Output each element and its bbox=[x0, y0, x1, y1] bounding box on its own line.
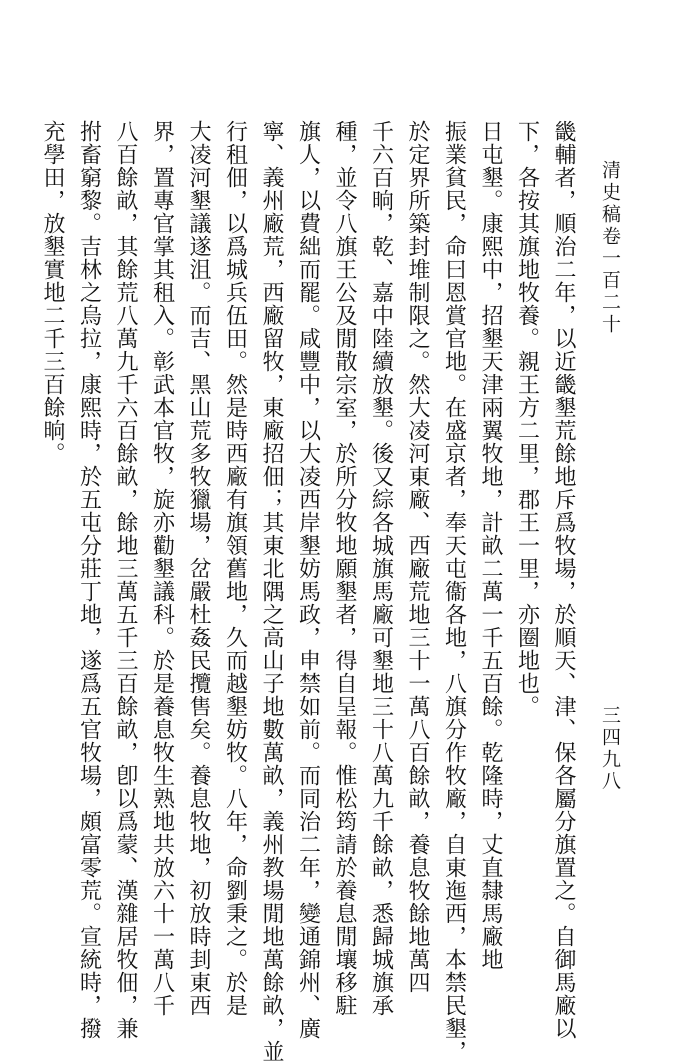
text-line-10: 行租佃，以爲城兵伍田。然是時西廠有旗領舊地，久而越墾妨牧。八年，命劉秉之。於是 bbox=[222, 120, 248, 1017]
text-line-6: 千六百晌，乾、嘉中陸續放墾。後又綜各城旗馬廠可墾地三十八萬九千餘畝，悉歸城旗承 bbox=[368, 120, 394, 1017]
text-line-4: 振業貧民，命曰恩賞官地。在盛京者，奉天屯衞各地，八旗分作牧廠，自東迤西，本禁民墾， bbox=[441, 120, 467, 1063]
text-line-2: 下，各按其旗地牧養。親王方二里，郡王一里，亦圈地也。 bbox=[514, 120, 540, 718]
text-line-1: 畿輔者，順治二年，以近畿墾荒餘地斥爲牧場，於順天、津、保各屬分旗置之。自御馬廠以 bbox=[551, 120, 576, 1040]
text-line-3: 日屯墾。康熙中，招墾天津兩翼牧地，計畝二萬一千五百餘。乾隆時，丈直隸馬廠地 bbox=[478, 120, 503, 971]
text-line-13: 八百餘畝，其餘荒八萬九千六百餘畝，餘地三萬五千三百餘畝，卽以爲蒙、漢雜居牧佃，兼 bbox=[113, 120, 138, 1040]
running-header-title: 清史稿卷一百二十 bbox=[599, 160, 621, 336]
page-number: 三四九八 bbox=[599, 705, 621, 793]
text-line-7: 種，並令八旗王公及閒散宗室，於所分牧地願墾者，得自呈報。惟松筠請於養息閒壤移駐 bbox=[332, 120, 357, 1017]
text-line-5: 於定界所築封堆制限之。然大凌河東廠、西廠荒地三十一萬八百餘畝，養息牧餘地萬四 bbox=[405, 120, 430, 994]
text-line-15: 充學田，放墾實地二千三百餘晌。 bbox=[40, 120, 65, 465]
body-text-column-block bbox=[40, 120, 581, 1063]
text-line-11: 大凌河墾議遂沮。而吉、黑山荒多牧獵場，岔嚴杜姦民攬售矣。養息牧地，初放時刲東西 bbox=[186, 120, 211, 1017]
text-line-14: 拊畜窮黎。吉林之烏拉，康熙時，於五屯分莊丁地，遂爲五官牧場，頗富零荒。宣統時，撥 bbox=[76, 120, 102, 1040]
text-line-9: 寧、義州廠荒，西廠留牧，東廠招佃；其東北隅之高山子地數萬畝，義州教場閒地萬餘畝，並 bbox=[259, 120, 284, 1063]
text-line-12: 界，置專官掌其租入。彰武本官牧，旋亦勸墾議科。於是養息牧生熟地共放六十一萬八千 bbox=[149, 120, 175, 1017]
text-line-8: 旗人，以費絀而罷。咸豐中，以大凌西岸墾妨馬政，申禁如前。而同治二年，變通錦州、廣 bbox=[295, 120, 321, 1040]
